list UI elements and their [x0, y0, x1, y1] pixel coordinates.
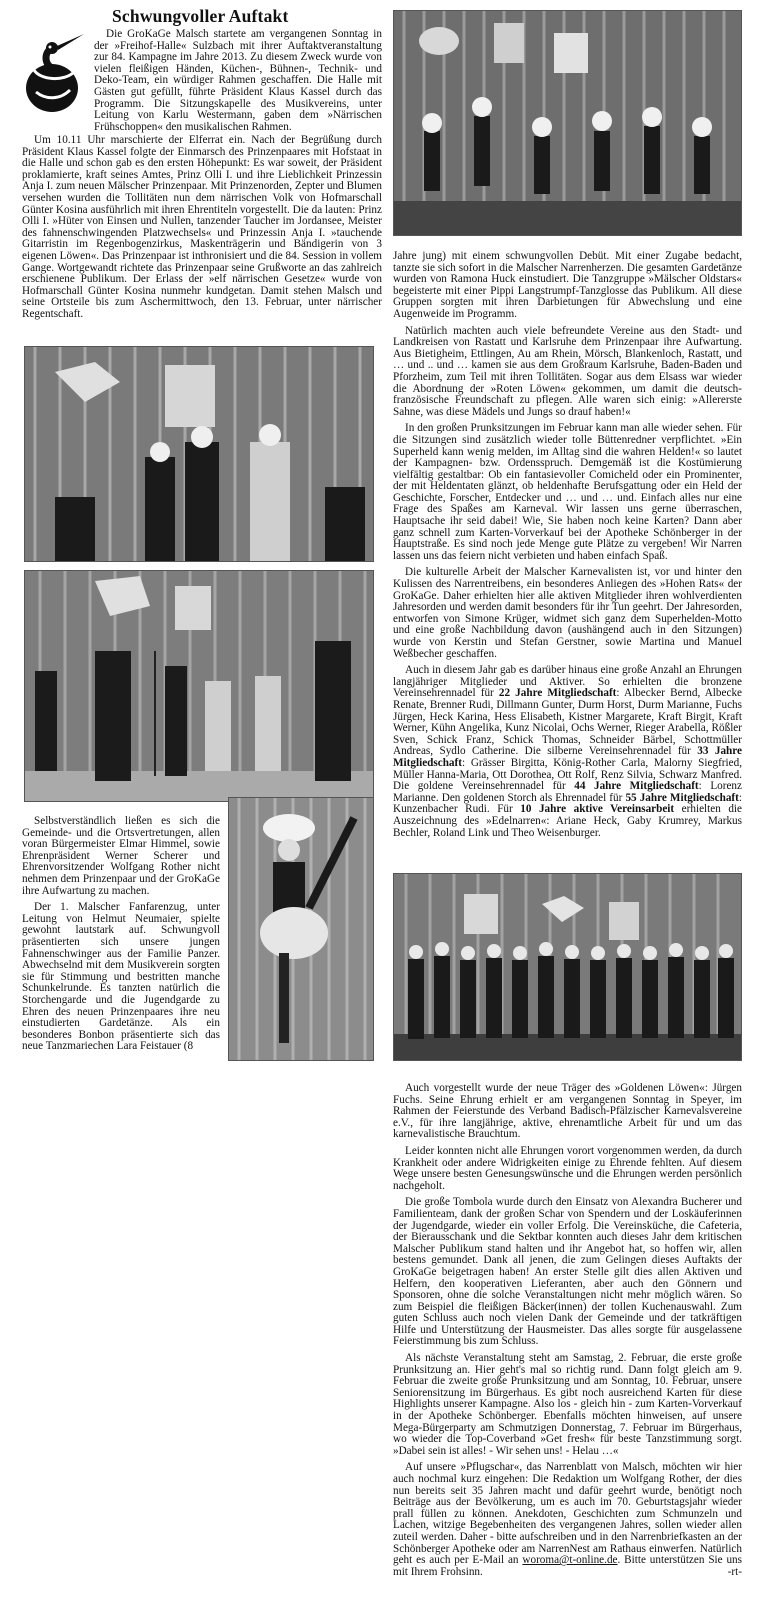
- photo-garde-dancers: [393, 10, 742, 236]
- body-paragraph-12: [393, 1462, 742, 1578]
- pflugschar-text: Auf unsere »Pflugschar«, das Narrenblatt von Malsch, möchten wir hier auch nochmal kurz eingehen: Die Redaktion um Wolfgang Rother, der dies nun bereits seit 35 Jahren macht und dafür geehrt wurde, benötigt noch Beiträge aus der Bevölkerung, um es auch im 70. Geburtstagsjahr wieder prall füllen zu können. Anekdoten, Geschichten zum Schmunzeln und Lachen, witzige Begebenheiten des vergangenen Jahres, sollen wieder allen zuteil werden. Daher - bitte aufschreiben und in den Narrenbriefkasten an der Schönberger Apotheke oder am NarrenNest am Rathaus einwerfen. Natürlich geht es auch per E-Mail an: [393, 1461, 742, 1567]
- honors-55-label: 55 Jahre Mitgliedschaft: [625, 791, 739, 804]
- body-paragraph-11: Als nächste Veranstaltung steht am Samstag, 2. Februar, die erste große Prunksitzung an. Hier geht's mal so richtig rund. Dann folgt gleich am 9. Februar die zweite große Prunksitzung und am Sonntag, 10. Februar, unsere Seniorensitzung im Bürgerhaus. Es gibt noch ausreichend Karten für diese Highlights unserer Kampagne. Also los - gleich hin - zum Karten-Vorverkauf in der Apotheke Schönberger. Ebenfalls möchten hinweisen, auf unsere Mega-Bürgerparty am Schmutzigen Donnerstag, 7. Februar im Bürgerhaus, wo wieder die Top-Coverband »Get fresh« für beste Tanzstimmung sorgt. »Dabei sein ist alles! - Wir sehen uns! - Helau …«: [393, 1352, 742, 1457]
- honors-44-names: : Lorenz Marianne. Den goldenen Storch als Ehrennadel für: [393, 780, 742, 804]
- article-intro: [94, 29, 382, 138]
- body-paragraph-8: Auch vorgestellt wurde der neue Träger des »Goldenen Löwen«: Jürgen Fuchs. Seine Ehrung erhielt er am vergangenen Sonntag in Speyer, im Rahmen der Feierstunde des Verband Badisch-Pfälzischer Karnevalsvereine e.V., für ihre langjährige, aktive, ehrenamtliche Arbeit für und um das karnevalistische Brauchtum.: [393, 1082, 742, 1141]
- body-paragraph-6: In den großen Prunksitzungen im Februar kann man alle wieder sehen. Für die Sitzungen sind zusätzlich wieder tolle Büttenredner verpflichtet. »Ein Superheld kann wenig melden, im Alltag sind die wahren Helden!« so lautet der Kampagnen- bzw. Ordensspruch. Demgemäß ist die Kostümierung vielfältig gestaltbar: Ob ein fantasievoller Comicheld oder ein Prominenter, der mit Heldentaten glänzt, ob heldenhafte Berufsgattung oder ein Held der Geschichte, Forscher, Entdecker und … und … und. Einfach alles nur eine Frage des Spaßes am Karneval. Wir lassen uns gerne überraschen, Hauptsache ihr seid dabei! Wie, Sie haben noch keine Karten? Dann aber ganz schnell zum Karten-Vorverkauf bei der Apotheke Schönberger in der Hauptstraße. Es sind noch jede Menge gute Plätze zu vergeben! Wir Narren lassen uns das feiern nicht verbieten und haben einfach Spaß.: [393, 422, 742, 562]
- body-paragraph-3: Der 1. Malscher Fanfarenzug, unter Leitung von Helmut Neumaier, spielte gewohnt lautstark auf. Schwungvoll präsentierten sich unsere jungen Fahnenschwinger aus der Familie Panzer. Abwechselnd mit dem Musikverein sorgten sie für Stimmung und bestritten manche Schunkelrunde. Es tanzten natürlich die Storchengarde und die Jugendgarde zu Ehren des neuen Prinzenpaares ihre neu einstudierten Gardetänze. Als ein besonderes Bonbon präsentierte sich das neue Tanzmariechen Lara Feistauer (8: [22, 901, 220, 1053]
- article-body-bottom: [393, 1083, 742, 1583]
- body-paragraph-10: Die große Tombola wurde durch den Einsatz von Alexandra Bucherer und Familienteam, dank der großen Schar von Spendern und der Loskäuferinnen der Jugendgarde, wieder ein voller Erfolg. Die Vereinsküche, die Cafeteria, der Bierausschank und die Sektbar konnten auch dieses Jahr dem kritischen Malscher Publikum stand halten und ihr Angebot hat, so hoffen wir, allen bestens gemundet. Dank all jenen, die zum Gelingen dieses Auftakts der GroKaGe beigetragen haben! An erster Stelle gilt dies allen Aktiven und Helfern, den kooperativen Lieferanten, aber auch den Gönnern und Sponsoren, ohne die solche Veranstaltungen nicht mehr möglich wären. So zum Beispiel die fleißigen Bäcker(innen) der tollen Kuchenauswahl. Zum guten Schluss auch noch vielen Dank der Gemeinde und der tatkräftigen Hilfe und Unterstützung der Hausmeister. Das alles sorgte für ausgelassene Feierstimmung bis zum Schluss.: [393, 1196, 742, 1348]
- body-paragraph-honors: [393, 665, 742, 839]
- body-paragraph-2: Selbstverständlich ließen es sich die Gemeinde- und die Ortsvertretungen, allen voran Bürgermeister Elmar Himmel, sowie Ehrenpräsident Werner Scherer und Ehrenvorsitzender Wolfgang Rother nicht nehmen dem Prinzenpaar und der GroKaGe ihre Aufwartung zu machen.: [22, 815, 220, 897]
- honors-33-names: : Grässer Birgitta, König-Rother Carla, Malorny Siegfried, Müller Hanna-Maria, Ott Dorothea, Ott Rolf, Renz Silvia, Schwarz Manfred. Die goldene Vereinsehrennadel für: [393, 756, 742, 793]
- body-paragraph-9: Leider konnten nicht alle Ehrungen vorort vorgenommen werden, da durch Krankheit oder andere Widrigkeiten einige zu Ehrende fehlten. Auf diesem Wege unsere besten Genesungswünsche und die Ehrungen werden persönlich nachgeholt.: [393, 1144, 742, 1192]
- honors-lead: Auch in diesem Jahr gab es darüber hinaus eine große Anzahl an Ehrungen langjähriger Mitglieder und Aktiver. So erhielten die bronzene Vereinsehrennadel für: [393, 664, 742, 700]
- body-paragraph-1: Um 10.11 Uhr marschierte der Elferrat ein. Nach der Begrüßung durch Präsident Klaus Kassel folgte der Einmarsch des Prinzenpaares mit Hofstaat in die Halle und schon gab es den ersten Höhepunkt: Es war soweit, der Präsident proklamierte, kraft seines Amtes, Prinz Olli I. und ihre Lieblichkeit Prinzessin Anja I. zum neuen Mälscher Prinzenpaar. Mit Prinzenorden, Zepter und Blumen versehen wurden die Tollitäten nun dem närrischen Volk von Hofmarschall Günter Kosina ausführlich mit ihren Ehrentiteln vorgestellt. Die da lauten: Prinz Olli I. »Hüter von Einsen und Nullen, tanzender Taucher im Jordansee, Meister des fahnenschwingenden Platzwechsels« und Prinzessin Anja I. »tauchende Gitarristin im Regenbogenzirkus, Maskenträgerin und Bändigerin von 3 eigenen Löwen«. Das Prinzenpaar ist inthronisiert und die 84. Session in vollem Gange. Wortgewandt richtete das Prinzenpaar seine Grußworte an das zahlreich erschienene Publikum. Der Erlass der »elf närrischen Gesetze« wurde von Hofmarschall Günter Kosina nunmehr kundgetan. Damit stehen Malsch und seine Ortsteile bis zum Aschermittwoch, den 13. Februar, unter närrischer Regentschaft.: [22, 134, 382, 320]
- honors-44-label: 44 Jahre Mitgliedschaft: [574, 780, 699, 793]
- article-body-right: [393, 251, 742, 844]
- intro-paragraph: Die GroKaGe Malsch startete am vergangenen Sonntag in der »Freihof-Halle« Sulzbach mit ihrer Auftaktveranstaltung zur 84. Kampagne im Jahre 2013. Zu diesem Zweck wurde von vielen fleißigen Händen, Küchen-, Bühnen-, Technik- und Deko-Team, ein würdiger Rahmen geschaffen. Die Halle mit Gästen gut gefüllt, führte Präsident Klaus Kassel durch das Programm. Die Sitzungskapelle des Musikvereins, unter Leitung von Karlu Westermann, gaben dem »Närrischen Frühschoppen« den musikalischen Rahmen.: [94, 28, 382, 133]
- photo-prinzenpaar: [24, 346, 374, 562]
- body-paragraph-5: Natürlich machten auch viele befreundete Vereine aus den Stadt- und Landkreisen von Rastatt und Karlsruhe dem Prinzenpaar ihre Aufwartung. Aus Bietigheim, Ettlingen, Au am Rhein, Mörsch, Blankenloch, Rastatt, und … und .. und … kamen sie aus dem Großraum Karlsruhe, Baden-Baden und Pforzheim, zum Teil mit ihren Tollitäten. Sogar aus dem Elsass war wieder die Abordnung der »Roten Löwen« gekommen, um damit die deutsch-französische Freundschaft zu pflegen. Alle waren sich einig: »Allererste Sahne, was diese Mädels und Jungs so drauf haben!«: [393, 324, 742, 418]
- honors-22-names: : Albecker Bernd, Albecke Renate, Brenner Rudi, Dillmann Gunter, Durm Horst, Durm Marianne, Fuchs Jürgen, Heck Karina, Hess Elisabeth, Kistner Margarete, Kraft Birgit, Kraft Werner, Kühn Angelika, Kunz Nicolai, Ochs Werner, Rieger Arabella, Rößler Sven, Schick Franz, Schick Thomas, Schneider Bärbel, Schottmüller Andreas, Sydlo Catherine. Die silberne Vereinsehrennadel für: [393, 687, 742, 758]
- email-link[interactable]: woroma@t-online.de: [522, 1554, 618, 1567]
- article-title: Schwungvoller Auftakt: [112, 6, 289, 26]
- honors-10-label: 10 Jahre aktive Vereinsarbeit: [520, 803, 675, 816]
- body-paragraph-7: Die kulturelle Arbeit der Malscher Karnevalisten ist, vor und hinter den Kulissen des Narrentreibens, ein besonderes Anliegen des »Hohen Rats« der GroKaGe. Daher erhielten hier alle aktiven Mitglieder ihren wohlverdienten Jahresorden und werden damit besonders für ihr Tun geehrt. Der Jahresorden, entworfen von Simone Krüger, widmet sich ganz dem Superhelden-Motto und eine große Nachbildung davon (aushängend auch in den Sitzungen) wurde von Kerstin und Stefan Gerstner, sowie Martina und Manuel Weßbecher geschaffen.: [393, 566, 742, 660]
- stork-logo-icon: [22, 30, 86, 116]
- author-signature: -rt-: [727, 1565, 742, 1578]
- article-body-left: [22, 816, 220, 1058]
- photo-elferrat-buehne: [24, 570, 374, 802]
- honors-55-names: : Kunzenbacher Rudi. Für: [393, 791, 742, 816]
- article-body-top: [22, 135, 382, 326]
- body-paragraph-4: Jahre jung) mit einem schwungvollen Debüt. Mit einer Zugabe bedacht, tanzte sie sich sofort in die Malscher Narrenherzen. Die gesamten Gardetänze wurden von Ramona Huck einstudiert. Die Tanzgruppe »Mälscher Oldstars« begeisterte mit einer Pippi Langstrumpf-Tanzglosse das Publikum. All diese Gruppen sorgten mit ihren Darbietungen für Abwechslung und eine Augenweide im Programm.: [393, 250, 742, 320]
- honors-10-names: erhielten die Auszeichnung des »Edelnarren«: Ariane Heck, Gaby Krumrey, Markus Bechler, Roland Link und Theo Weisenburger.: [393, 803, 742, 839]
- pflugschar-text-end: . Bitte unterstützen Sie uns mit Ihrem Frohsinn.: [393, 1554, 743, 1578]
- photo-ehrung-gruppe: [393, 873, 742, 1061]
- honors-33-label: 33 Jahre Mitgliedschaft: [393, 745, 742, 769]
- honors-22-label: 22 Jahre Mitgliedschaft: [498, 687, 617, 700]
- photo-tanzmariechen: [228, 797, 374, 1061]
